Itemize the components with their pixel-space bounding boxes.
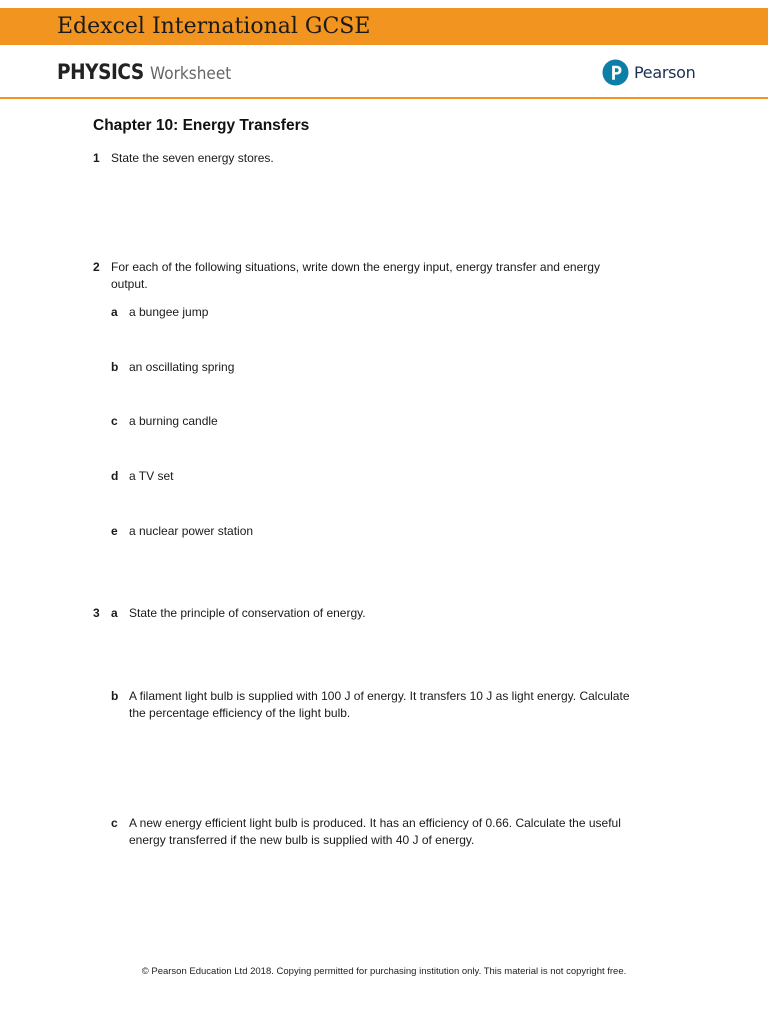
- part-text-d: a TV set: [129, 469, 174, 483]
- brand-logo: [602, 58, 695, 86]
- part-text-e: a nuclear power station: [129, 524, 254, 538]
- question-number: 3: [93, 606, 100, 620]
- part-text-b-line-2: the percentage efficiency of the light bulb.: [129, 706, 351, 720]
- part-text-c-line-2: energy transferred if the new bulb is supplied with 40 J of energy.: [129, 833, 475, 847]
- brand-name: Pearson: [634, 62, 696, 82]
- part-text-c: a burning candle: [129, 414, 218, 428]
- part-label-d: d: [111, 469, 119, 483]
- part-label-a: a: [111, 305, 118, 319]
- part-label-e: e: [111, 524, 118, 538]
- header-divider: [0, 97, 768, 99]
- subject-subtitle: Worksheet: [149, 64, 231, 84]
- question-3: [0, 605, 768, 865]
- question-1: [0, 150, 768, 167]
- question-text-line-1: For each of the following situations, write down the energy input, energy transfer and energy: [111, 260, 600, 274]
- question-text: State the seven energy stores.: [111, 151, 274, 165]
- pearson-logo-icon: [602, 59, 629, 86]
- chapter-title: Chapter 10: Energy Transfers: [93, 117, 310, 134]
- part-label-b: b: [111, 689, 119, 703]
- copyright-footer: © Pearson Education Ltd 2018. Copying permitted for purchasing institution only. This material is not copyright free.: [141, 966, 627, 977]
- question-2: [0, 259, 768, 559]
- question-text-line-2: output.: [111, 277, 148, 291]
- question-number: 2: [93, 260, 100, 274]
- part-text-b: an oscillating spring: [129, 360, 235, 374]
- part-label-c: c: [111, 816, 118, 830]
- part-label-c: c: [111, 414, 118, 428]
- banner-title: Edexcel International GCSE: [57, 14, 371, 39]
- part-text-c-line-1: A new energy efficient light bulb is produced. It has an efficiency of 0.66. Calculate the useful: [129, 816, 621, 830]
- part-text-a: a bungee jump: [129, 305, 209, 319]
- subject-title: [57, 60, 240, 84]
- question-number: 1: [93, 151, 100, 165]
- part-label-a: a: [111, 606, 118, 620]
- part-label-b: b: [111, 360, 119, 374]
- subject-header: [0, 45, 768, 98]
- header-banner: [0, 8, 768, 45]
- subject-name: PHYSICS: [57, 60, 144, 84]
- part-text-b-line-1: A filament light bulb is supplied with 100 J of energy. It transfers 10 J as light energy. Calculate: [129, 689, 630, 703]
- part-text-a: State the principle of conservation of energy.: [129, 606, 366, 620]
